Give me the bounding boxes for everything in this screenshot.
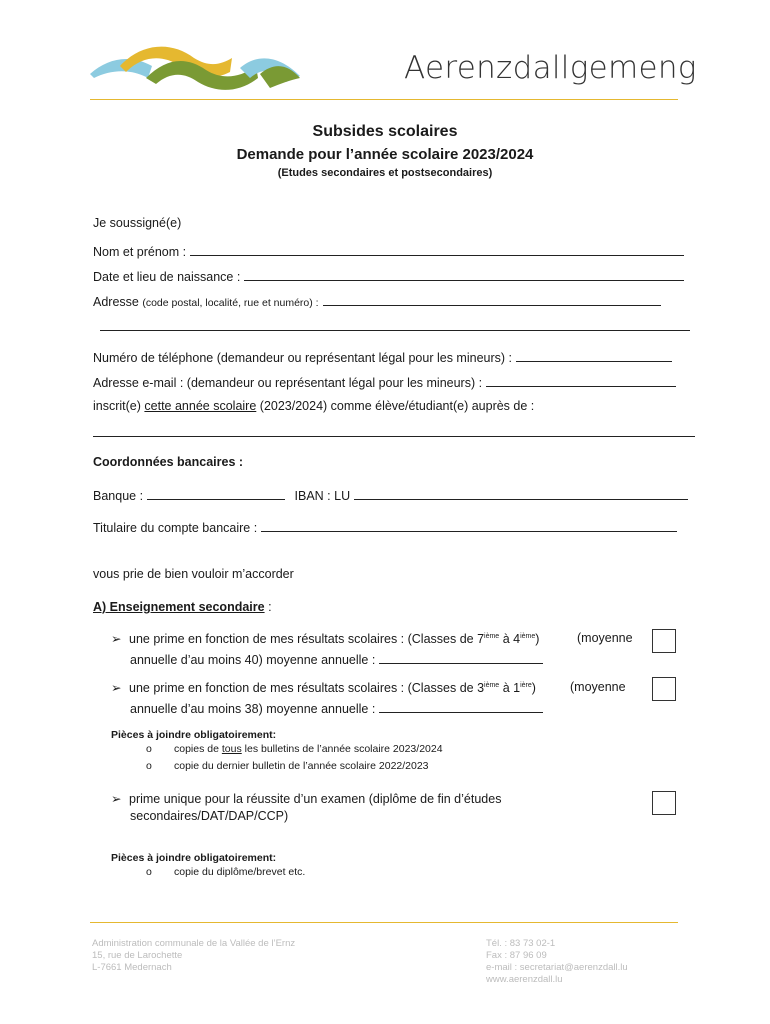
section-a-heading: A) Enseignement secondaire bbox=[93, 600, 265, 614]
footer-address-line: L-7661 Medernach bbox=[92, 962, 172, 973]
bank-field[interactable] bbox=[147, 487, 285, 500]
circle-bullet-icon: o bbox=[146, 760, 152, 772]
option-1-line-2-text: annuelle d’au moins 40) moyenne annuelle : bbox=[130, 653, 376, 667]
page-note: (Etudes secondaires et postsecondaires) bbox=[277, 167, 493, 179]
option-3-line-2: secondaires/DAT/DAP/CCP) bbox=[130, 809, 289, 823]
option-1-sup-1: ième bbox=[484, 632, 500, 640]
phone-field[interactable] bbox=[516, 349, 672, 362]
address-field[interactable] bbox=[323, 293, 661, 306]
option-2-line-1 bbox=[111, 680, 536, 695]
header-divider bbox=[90, 99, 678, 100]
email-row bbox=[93, 374, 676, 390]
piece-1-post: les bulletins de l’année scolaire 2023/2024 bbox=[244, 743, 443, 755]
enrolled-suffix: (2023/2024) comme élève/étudiant(e) auprès de : bbox=[259, 399, 535, 413]
arrow-bullet-icon: ➢ bbox=[111, 681, 122, 695]
piece-1-pre: copies de bbox=[174, 743, 219, 755]
name-field[interactable] bbox=[190, 243, 684, 256]
option-1-line-2 bbox=[130, 651, 543, 667]
option-2-average-field[interactable] bbox=[379, 700, 543, 713]
circle-bullet-icon: o bbox=[146, 743, 152, 755]
page-subtitle: Demande pour l’année scolaire 2023/2024 bbox=[236, 146, 534, 163]
arrow-bullet-icon: ➢ bbox=[111, 792, 122, 806]
iban-field[interactable] bbox=[354, 487, 688, 500]
option-3-line-1 bbox=[111, 791, 501, 806]
option-3-checkbox[interactable] bbox=[652, 791, 676, 815]
brand-name: Aerenzdallgemeng bbox=[404, 50, 697, 86]
option-1-average-field[interactable] bbox=[379, 651, 543, 664]
email-field[interactable] bbox=[486, 374, 676, 387]
holder-field[interactable] bbox=[261, 519, 677, 532]
school-row bbox=[93, 424, 695, 440]
bank-heading: Coordonnées bancaires : bbox=[93, 455, 244, 469]
footer-divider bbox=[90, 922, 678, 923]
pieces-heading: Pièces à joindre obligatoirement: bbox=[111, 729, 277, 741]
birth-row bbox=[93, 268, 684, 284]
address-label: Adresse bbox=[93, 295, 139, 309]
holder-row bbox=[93, 519, 677, 535]
option-2-line-2 bbox=[130, 700, 543, 716]
piece-2-text: copie du dernier bulletin de l’année scolaire 2022/2023 bbox=[174, 760, 429, 772]
footer-contact bbox=[486, 938, 628, 986]
address-field-2[interactable] bbox=[100, 318, 690, 331]
enrolled-underlined: cette année scolaire bbox=[144, 399, 257, 413]
intro-text: Je soussigné(e) bbox=[93, 216, 182, 230]
footer-address-line: 15, rue de Larochette bbox=[92, 950, 183, 961]
option-1-end: ) bbox=[535, 632, 540, 646]
option-1-text: une prime en fonction de mes résultats scolaires : (Classes de 7 bbox=[129, 632, 485, 646]
footer-address bbox=[92, 938, 295, 974]
option-2-sup-1: ième bbox=[484, 681, 500, 689]
piece-3-text: copie du diplôme/brevet etc. bbox=[174, 866, 306, 878]
option-2-sup-2: ière bbox=[520, 681, 532, 689]
birth-label: Date et lieu de naissance : bbox=[93, 270, 241, 284]
piece-item-1 bbox=[146, 743, 443, 755]
school-field[interactable] bbox=[93, 424, 695, 437]
option-1-sup-2: ième bbox=[520, 632, 536, 640]
pieces-heading-2: Pièces à joindre obligatoirement: bbox=[111, 852, 277, 864]
name-row bbox=[93, 243, 684, 259]
page-title: Subsides scolaires bbox=[312, 123, 458, 140]
section-a-heading-row bbox=[93, 600, 272, 614]
phone-row bbox=[93, 349, 672, 365]
option-3-text: prime unique pour la réussite d’un examen (diplôme de fin d’études bbox=[129, 792, 502, 806]
option-2-text: une prime en fonction de mes résultats scolaires : (Classes de 3 bbox=[129, 681, 485, 695]
arrow-bullet-icon: ➢ bbox=[111, 632, 122, 646]
address-row bbox=[93, 293, 661, 309]
option-1-checkbox[interactable] bbox=[652, 629, 676, 653]
option-2-mid: à 1 bbox=[499, 681, 521, 695]
option-2-end: ) bbox=[531, 681, 536, 695]
bank-label: Banque : bbox=[93, 489, 144, 503]
option-1-line-1 bbox=[111, 631, 539, 646]
name-label: Nom et prénom : bbox=[93, 245, 187, 259]
option-1-mid: à 4 bbox=[499, 632, 521, 646]
footer-address-line: Administration communale de la Vallée de l’Ernz bbox=[92, 938, 296, 949]
request-text: vous prie de bien vouloir m’accorder bbox=[93, 567, 294, 581]
piece-item-2 bbox=[146, 760, 429, 772]
phone-label: Numéro de téléphone (demandeur ou représentant légal pour les mineurs) : bbox=[93, 351, 512, 365]
bank-row bbox=[93, 487, 688, 503]
enrolled-row bbox=[93, 399, 534, 413]
option-1-moyenne: (moyenne bbox=[577, 631, 633, 645]
option-2-line-2-text: annuelle d’au moins 38) moyenne annuelle : bbox=[130, 702, 376, 716]
enrolled-prefix: inscrit(e) bbox=[93, 399, 141, 413]
email-label: Adresse e-mail : (demandeur ou représentant légal pour les mineurs) : bbox=[93, 376, 483, 390]
address-hint: (code postal, localité, rue et numéro) : bbox=[142, 297, 319, 309]
piece-1-underlined: tous bbox=[221, 743, 242, 755]
footer-phone: Tél. : 83 73 02-1 bbox=[486, 938, 556, 949]
birth-field[interactable] bbox=[244, 268, 684, 281]
holder-label: Titulaire du compte bancaire : bbox=[93, 521, 258, 535]
piece-item-3 bbox=[146, 866, 305, 878]
municipality-logo bbox=[90, 38, 302, 94]
circle-bullet-icon: o bbox=[146, 866, 152, 878]
footer-email: e-mail : secretariat@aerenzdall.lu bbox=[486, 962, 628, 973]
section-a-colon: : bbox=[268, 600, 272, 614]
option-2-checkbox[interactable] bbox=[652, 677, 676, 701]
footer-fax: Fax : 87 96 09 bbox=[486, 950, 547, 961]
footer-website: www.aerenzdall.lu bbox=[486, 974, 563, 985]
address-row-2 bbox=[100, 318, 690, 334]
option-2-moyenne: (moyenne bbox=[570, 680, 626, 694]
iban-label: IBAN : LU bbox=[294, 489, 351, 503]
